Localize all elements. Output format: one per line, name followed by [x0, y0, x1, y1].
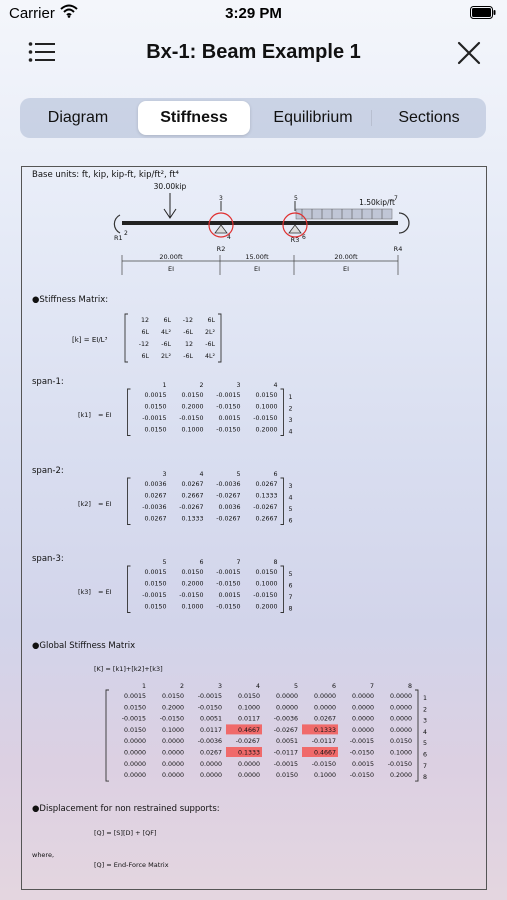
dof-col-label: 4 [255, 683, 261, 690]
dof-row-label: 2 [423, 706, 428, 714]
close-button[interactable] [457, 41, 481, 65]
matrix-cell: 0.0051 [275, 738, 298, 746]
svg-text:R4: R4 [393, 245, 403, 253]
k-symbolic-matrix [125, 314, 221, 362]
matrix-cell: 0.0150 [255, 392, 278, 399]
dof-col-label: 6 [273, 471, 278, 478]
matrix-cell: 0.0150 [144, 426, 167, 434]
matrix-cell: 0.2667 [181, 492, 204, 500]
matrix-cell: 0.0150 [144, 403, 167, 411]
dof-row-label: 4 [288, 494, 293, 502]
matrix-cell: 0.2000 [255, 603, 278, 611]
span-2-eq: = EI [98, 500, 112, 508]
dof-row-label: 3 [288, 483, 293, 490]
matrix-cell: 0.0000 [237, 772, 260, 780]
carrier-label: Carrier [9, 5, 55, 22]
matrix-cell: 0.0000 [389, 704, 412, 712]
dof-row-label: 1 [423, 695, 428, 702]
matrix-cell: 0.1333 [237, 749, 260, 757]
tab-stiffness[interactable]: Stiffness [138, 101, 250, 135]
matrix-cell: 0.2000 [181, 403, 204, 411]
dof-col-label: 8 [273, 559, 278, 566]
span-1-name: [k1] [78, 411, 91, 419]
matrix-cell: -0.0015 [216, 569, 241, 576]
displacement-eq2: [Q] = End-Force Matrix [94, 861, 169, 869]
matrix-cell: -0.0150 [253, 415, 278, 422]
dof-col-label: 3 [236, 382, 241, 389]
matrix-cell: 0.0015 [218, 415, 241, 422]
matrix-cell: 0.0036 [144, 481, 167, 488]
matrix-cell: -0.0036 [197, 738, 222, 746]
dof-row-label: 7 [423, 762, 428, 770]
span-2-title: span-2: [32, 466, 64, 476]
matrix-cell: 0.0015 [144, 569, 167, 576]
support-r1 [114, 215, 123, 242]
svg-text:R3: R3 [290, 236, 300, 244]
matrix-cell: 0.0267 [255, 481, 278, 488]
dof-col-label: 5 [162, 559, 167, 566]
right-bracket [281, 478, 284, 525]
matrix-cell: 0.0150 [144, 603, 167, 611]
matrix-cell: -0.0267 [216, 492, 241, 500]
dof-col-label: 1 [162, 382, 167, 389]
matrix-cell: 0.0000 [199, 772, 222, 780]
matrix-cell: -6L [161, 341, 171, 348]
matrix-cell: 2L² [160, 353, 171, 360]
matrix-cell: 0.0036 [218, 504, 241, 511]
node-label-7: 7 [394, 195, 398, 202]
matrix-cell: 0.0150 [123, 726, 146, 734]
node-label-5: 5 [294, 195, 298, 202]
global-stiffness-matrix [106, 683, 427, 781]
matrix-cell: 0.0150 [237, 693, 260, 700]
dof-col-label: 4 [273, 382, 278, 389]
matrix-cell: 0.1000 [181, 603, 204, 611]
matrix-cell: 2L² [204, 329, 215, 336]
matrix-cell: -0.0267 [216, 515, 241, 523]
matrix-cell: -0.0267 [253, 504, 278, 511]
status-bar [0, 0, 507, 28]
dof-col-label: 3 [162, 471, 167, 478]
matrix-cell: 0.0000 [313, 693, 336, 700]
matrix-cell: -0.0150 [387, 760, 412, 768]
span-3-name: [k3] [78, 588, 91, 596]
matrix-cell: 0.0015 [123, 693, 146, 700]
matrix-cell: 0.0000 [123, 738, 146, 746]
matrix-cell: -0.0015 [349, 738, 374, 746]
matrix-cell: 0.0117 [199, 726, 222, 734]
displacement-eq1: [Q] = [S][D] + [QF] [94, 829, 157, 837]
dof-col-label: 1 [141, 683, 147, 690]
support-r4 [394, 213, 409, 253]
matrix-cell: -0.0267 [273, 726, 298, 734]
matrix-cell: -0.0267 [235, 738, 260, 746]
matrix-cell: -12 [182, 317, 193, 324]
matrix-cell: 6L [207, 317, 215, 324]
dof-row-label: 4 [423, 728, 428, 736]
matrix-cell: 0.0000 [389, 715, 412, 723]
span-1-length: 20.00ft [159, 253, 183, 261]
support-r2 [209, 201, 233, 253]
matrix-cell: 0.0267 [181, 481, 204, 488]
dof-row-label: 8 [288, 605, 293, 613]
matrix-cell: 4L² [204, 353, 215, 360]
dof-row-label: 2 [288, 405, 293, 413]
matrix-cell: 0.0117 [237, 715, 260, 723]
dof-row-label: 3 [288, 417, 293, 424]
dof-row-label: 6 [423, 751, 428, 759]
matrix-cell: -0.0015 [216, 392, 241, 399]
matrix-cell: 0.0000 [389, 726, 412, 734]
span-1-matrix [128, 382, 293, 436]
tab-diagram[interactable]: Diagram [47, 109, 109, 126]
matrix-cell: 0.0150 [123, 704, 146, 712]
matrix-cell: 0.0000 [237, 760, 260, 768]
left-bracket [128, 389, 131, 436]
where-label: where, [32, 851, 55, 859]
matrix-cell: 0.0000 [161, 772, 184, 780]
matrix-cell: 0.0150 [181, 569, 204, 576]
nav-bar [0, 28, 507, 78]
tab-sections[interactable]: Sections [398, 109, 460, 126]
matrix-cell: 0.0000 [275, 704, 298, 712]
close-icon [457, 41, 481, 65]
matrix-cell: 0.0000 [123, 749, 146, 757]
dof-row-label: 5 [288, 571, 293, 578]
matrix-cell: -6L [205, 341, 215, 348]
dof-col-label: 6 [199, 559, 204, 566]
stiffness-sheet[interactable] [21, 166, 487, 890]
matrix-cell: 0.0267 [313, 715, 336, 723]
matrix-cell: 0.4667 [313, 749, 336, 757]
right-bracket [281, 566, 284, 613]
matrix-cell: -0.0150 [349, 749, 374, 757]
dof-col-label: 5 [236, 471, 241, 478]
dist-load-band [296, 209, 392, 219]
base-units: Base units: ft, kip, kip-ft, kip/ft², ft⁴ [32, 170, 179, 180]
dof-row-label: 6 [288, 582, 293, 590]
matrix-cell: 6L [141, 329, 149, 336]
span-1-ei: EI [167, 265, 175, 273]
matrix-cell: 0.2000 [389, 772, 412, 780]
matrix-cell: -0.0150 [216, 403, 241, 411]
dof-row-label: 5 [288, 506, 293, 513]
dof-col-label: 7 [236, 559, 241, 566]
matrix-cell: 0.0150 [275, 772, 298, 780]
matrix-cell: -12 [138, 341, 149, 348]
right-bracket [218, 314, 221, 362]
span-2-matrix [128, 471, 293, 525]
matrix-cell: 0.0000 [123, 760, 146, 768]
dof-col-label: 2 [199, 382, 204, 389]
dof-row-label: 6 [288, 517, 293, 525]
dof-col-label: 5 [293, 683, 299, 690]
matrix-cell: 0.0015 [351, 760, 374, 768]
global-title: ●Global Stiffness Matrix [32, 641, 136, 651]
matrix-cell: -6L [183, 329, 193, 336]
beam-diagram [114, 182, 409, 275]
dof-row-label: 4 [288, 428, 293, 436]
matrix-cell: -0.0036 [216, 481, 241, 488]
matrix-cell: -0.0117 [273, 749, 298, 757]
matrix-cell: 0.1000 [313, 772, 336, 780]
span-1-eq: = EI [98, 411, 112, 419]
matrix-cell: 0.2667 [255, 515, 278, 523]
node-label-4: 4 [227, 234, 231, 241]
matrix-cell: -0.0150 [253, 592, 278, 599]
global-equation: [K] = [k1]+[k2]+[k3] [94, 665, 163, 673]
matrix-cell: 0.1000 [255, 403, 278, 411]
matrix-cell: 0.0000 [389, 693, 412, 700]
matrix-cell: 0.0267 [144, 492, 167, 500]
dof-row-label: 7 [288, 594, 293, 601]
left-bracket [106, 690, 109, 781]
dof-col-label: 8 [407, 683, 413, 690]
dist-load-label: 1.50kip/ft [359, 198, 395, 207]
matrix-cell: -6L [183, 353, 193, 360]
matrix-cell: -0.0150 [197, 704, 222, 712]
matrix-cell: -0.0150 [216, 580, 241, 588]
matrix-cell: 0.1333 [181, 515, 204, 523]
matrix-cell: 0.0000 [351, 726, 374, 734]
span-3-eq: = EI [98, 588, 112, 596]
point-load-label: 30.00kip [153, 182, 187, 191]
displacement-title: ●Displacement for non restrained supports: [32, 804, 220, 814]
matrix-cell: 0.0267 [199, 749, 222, 757]
dof-col-label: 6 [331, 683, 337, 690]
matrix-cell: -0.0015 [197, 693, 222, 700]
span-2-name: [k2] [78, 500, 91, 508]
matrix-cell: 0.0000 [161, 749, 184, 757]
matrix-cell: 6L [163, 317, 171, 324]
dof-col-label: 3 [217, 683, 223, 690]
matrix-cell: -0.0150 [216, 426, 241, 434]
matrix-cell: -0.0036 [273, 715, 298, 723]
matrix-cell: -0.0036 [142, 504, 167, 511]
matrix-cell: -0.0015 [273, 760, 298, 768]
dof-col-label: 2 [179, 683, 185, 690]
page-title: Bx-1: Beam Example 1 [146, 41, 361, 63]
battery-icon [470, 6, 496, 23]
matrix-cell: 0.0051 [199, 715, 222, 723]
matrix-cell: 0.0150 [181, 392, 204, 399]
matrix-cell: -0.0150 [179, 415, 204, 422]
matrix-cell: 0.0150 [255, 569, 278, 576]
matrix-cell: -0.0015 [142, 415, 167, 422]
span-2-length: 15.00ft [245, 253, 269, 261]
span-3-length: 20.00ft [334, 253, 358, 261]
svg-text:R1: R1 [114, 234, 123, 242]
matrix-cell: 0.0000 [275, 693, 298, 700]
matrix-cell: 0.1000 [161, 726, 184, 734]
matrix-cell: -0.0015 [121, 715, 146, 723]
matrix-cell: 12 [184, 341, 193, 348]
tab-equilibrium[interactable]: Equilibrium [273, 109, 353, 126]
matrix-cell: 0.1000 [255, 580, 278, 588]
dof-col-label: 7 [369, 683, 375, 690]
matrix-cell: 0.1333 [255, 492, 278, 500]
tab-bar [20, 98, 486, 138]
k-equation: [k] = EI/L³ [72, 336, 108, 344]
matrix-cell: 0.4667 [237, 726, 260, 734]
matrix-cell: 0.1333 [313, 726, 336, 734]
matrix-cell: -0.0150 [216, 603, 241, 611]
matrix-cell: 0.0000 [123, 772, 146, 780]
dof-row-label: 1 [288, 394, 293, 401]
matrix-cell: -0.0015 [142, 592, 167, 599]
matrix-cell: 0.0000 [351, 693, 374, 700]
matrix-cell: 0.0267 [144, 515, 167, 523]
matrix-cell: 0.0150 [144, 580, 167, 588]
matrix-cell: -0.0150 [159, 715, 184, 723]
left-bracket [128, 566, 131, 613]
matrix-cell: 0.2000 [161, 704, 184, 712]
matrix-cell: 0.0150 [161, 693, 184, 700]
matrix-cell: 0.2000 [181, 580, 204, 588]
clock: 3:29 PM [225, 5, 282, 22]
span-1-title: span-1: [32, 377, 64, 387]
matrix-cell: -0.0150 [311, 760, 336, 768]
dof-col-label: 4 [199, 471, 204, 478]
matrix-cell: 0.0000 [199, 760, 222, 768]
matrix-cell: 0.0000 [313, 704, 336, 712]
matrix-cell: 0.0000 [161, 760, 184, 768]
node-label-3: 3 [219, 195, 223, 202]
matrix-cell: 6L [141, 353, 149, 360]
right-bracket [281, 389, 284, 436]
dof-row-label: 8 [423, 774, 428, 782]
matrix-cell: -0.0150 [349, 772, 374, 780]
matrix-cell: 12 [140, 317, 149, 324]
matrix-cell: 0.0150 [389, 738, 412, 746]
matrix-cell: 0.0015 [218, 592, 241, 599]
span-3-ei: EI [342, 265, 350, 273]
dof-row-label: 5 [423, 740, 428, 748]
stiffness-title: ●Stiffness Matrix: [32, 295, 109, 305]
matrix-cell: 4L² [160, 329, 171, 336]
left-bracket [125, 314, 128, 362]
matrix-cell: -0.0150 [179, 592, 204, 599]
matrix-cell: 0.0015 [144, 392, 167, 399]
right-bracket [415, 690, 418, 781]
matrix-cell: 0.1000 [237, 704, 260, 712]
matrix-cell: -0.0117 [311, 738, 336, 746]
span-2-ei: EI [253, 265, 261, 273]
span-3-title: span-3: [32, 554, 64, 564]
node-label-2: 2 [124, 230, 128, 237]
dof-row-label: 3 [423, 717, 428, 725]
matrix-cell: 0.1000 [389, 749, 412, 757]
matrix-cell: -0.0267 [179, 504, 204, 511]
svg-text:R2: R2 [216, 245, 226, 253]
matrix-cell: 0.0000 [351, 704, 374, 712]
matrix-cell: 0.0000 [161, 738, 184, 746]
matrix-cell: 0.0000 [351, 715, 374, 723]
matrix-cell: 0.2000 [255, 426, 278, 434]
matrix-cell: 0.1000 [181, 426, 204, 434]
left-bracket [128, 478, 131, 525]
node-label-6: 6 [302, 234, 306, 241]
tab-divider [371, 110, 372, 126]
span-3-matrix [128, 559, 293, 613]
